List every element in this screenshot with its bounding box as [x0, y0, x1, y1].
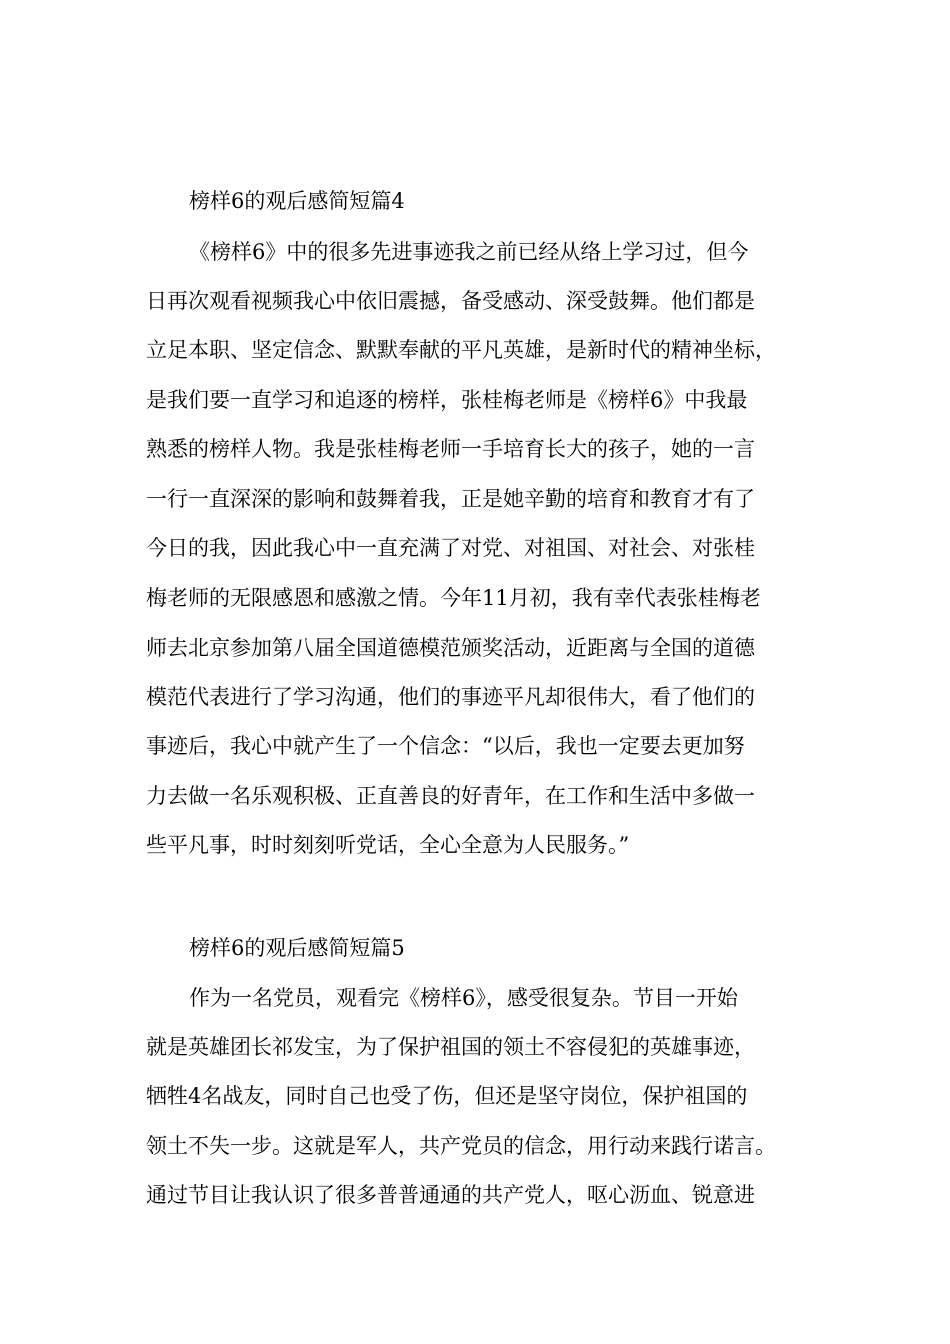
paragraph-line: 模范代表进行了学习沟通，他们的事迹平凡却很伟大，看了他们的 [146, 685, 755, 709]
paragraph-line: 牺牲4名战友，同时自己也受了伤，但还是坚守岗位，保护祖国的 [146, 1084, 748, 1108]
paragraph-line: 今日的我，因此我心中一直充满了对党、对祖国、对社会、对张桂 [146, 536, 755, 560]
paragraph-line: 是我们要一直学习和追逐的榜样，张桂梅老师是《榜样6》中我最 [146, 388, 748, 412]
paragraph-line: 一行一直深深的影响和鼓舞着我，正是她辛勤的培育和教育才有了 [146, 487, 755, 511]
paragraph-line: 熟悉的榜样人物。我是张桂梅老师一手培育长大的孩子，她的一言 [146, 437, 755, 461]
paragraph-line: 事迹后，我心中就产生了一个信念：“以后，我也一定要去更加努 [146, 734, 745, 758]
section-heading: 榜样6的观后感简短篇5 [189, 936, 405, 960]
paragraph-line: 《榜样6》中的很多先进事迹我之前已经从络上学习过，但今 [189, 240, 749, 264]
paragraph-line: 就是英雄团长祁发宝，为了保护祖国的领土不容侵犯的英雄事迹， [146, 1035, 755, 1059]
paragraph-line: 作为一名党员，观看完《榜样6》，感受很复杂。节目一开始 [189, 986, 738, 1010]
paragraph-line: 些平凡事，时时刻刻听党话，全心全意为人民服务。” [146, 833, 630, 857]
section-heading: 榜样6的观后感简短篇4 [189, 189, 405, 213]
paragraph-line: 力去做一名乐观积极、正直善良的好青年，在工作和生活中多做一 [146, 784, 755, 808]
paragraph-line: 师去北京参加第八届全国道德模范颁奖活动，近距离与全国的道德 [146, 636, 755, 660]
paragraph-line: 日再次观看视频我心中依旧震撼，备受感动、深受鼓舞。他们都是 [146, 289, 755, 313]
paragraph-line: 梅老师的无限感恩和感激之情。今年11月初，我有幸代表张桂梅老 [146, 586, 761, 610]
paragraph-line: 通过节目让我认识了很多普普通通的共产党人，呕心沥血、锐意进 [146, 1183, 755, 1207]
paragraph-line: 立足本职、坚定信念、默默奉献的平凡英雄，是新时代的精神坐标， [146, 338, 776, 362]
paragraph-line: 领土不失一步。这就是军人，共产党员的信念，用行动来践行诺言。 [146, 1134, 776, 1158]
